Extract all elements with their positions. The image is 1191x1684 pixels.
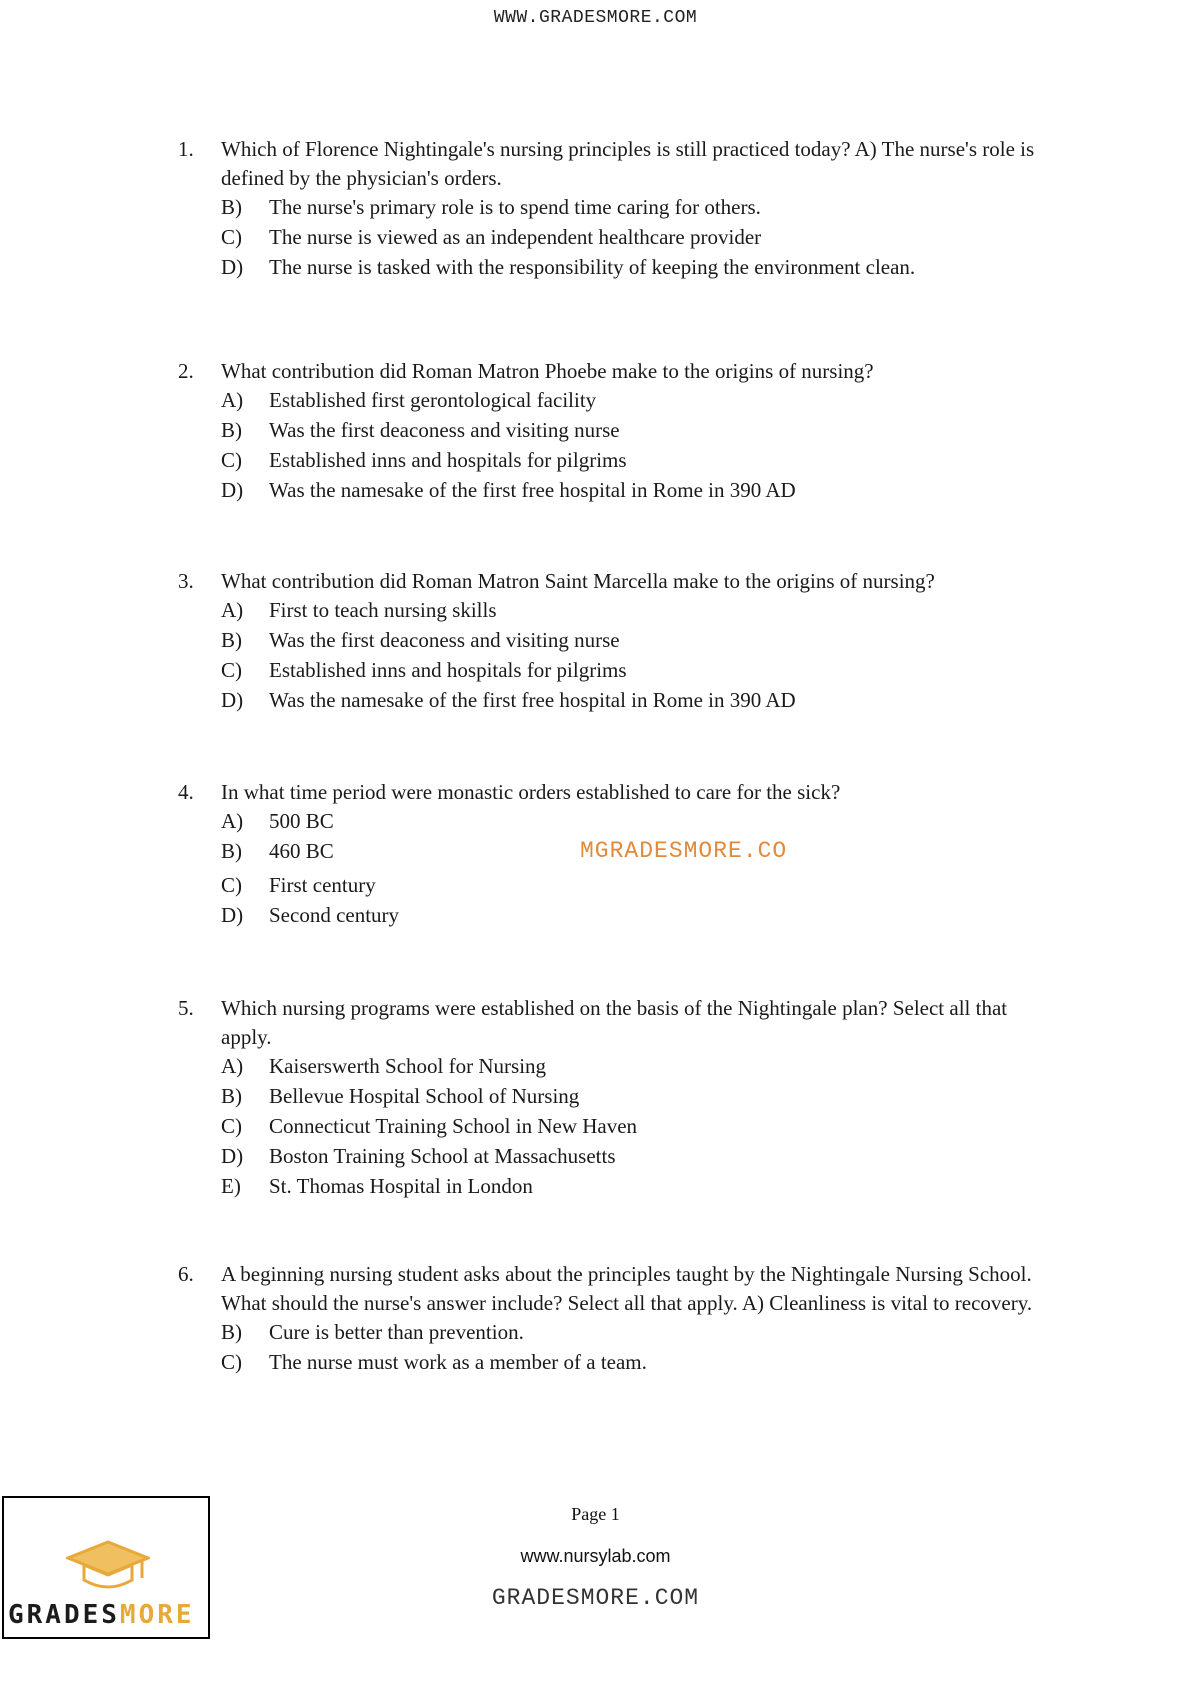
question-text: A beginning nursing student asks about the principles taught by the Nightingale Nursing School. What should the nurse's answer include? Select all that apply. A) Cleanliness is vital to recovery. bbox=[221, 1262, 1033, 1315]
logo-wordmark: GRADESMORE bbox=[8, 1600, 195, 1630]
option-a: A) Kaiserswerth School for Nursing bbox=[221, 1054, 547, 1078]
question-text: In what time period were monastic orders established to care for the sick? bbox=[221, 780, 841, 804]
question-number: 5. bbox=[178, 996, 194, 1020]
question-number: 3. bbox=[178, 569, 194, 593]
option-c: C) Established inns and hospitals for pilgrims bbox=[221, 658, 627, 682]
option-d: D) Was the namesake of the first free hospital in Rome in 390 AD bbox=[221, 688, 796, 712]
option-a: A) First to teach nursing skills bbox=[221, 598, 497, 622]
question-text: What contribution did Roman Matron Saint Marcella make to the origins of nursing? bbox=[221, 569, 935, 593]
question-text: Which nursing programs were established on the basis of the Nightingale plan? Select all that apply. bbox=[221, 996, 1008, 1049]
option-a: A) 500 BC bbox=[221, 809, 334, 833]
gradesmore-logo bbox=[2, 1496, 210, 1639]
question-text: What contribution did Roman Matron Phoebe make to the origins of nursing? bbox=[221, 359, 874, 383]
option-d: D) Was the namesake of the first free hospital in Rome in 390 AD bbox=[221, 478, 796, 502]
question-number: 4. bbox=[178, 780, 194, 804]
option-c: C) First century bbox=[221, 873, 376, 897]
option-c: C) The nurse is viewed as an independent healthcare provider bbox=[221, 225, 762, 249]
option-c: C) Connecticut Training School in New Haven bbox=[221, 1114, 638, 1138]
question-number: 6. bbox=[178, 1262, 194, 1286]
question-5 bbox=[0, 994, 1191, 1202]
option-e: E) St. Thomas Hospital in London bbox=[221, 1174, 533, 1198]
option-c: C) The nurse must work as a member of a team. bbox=[221, 1350, 647, 1374]
question-6 bbox=[0, 1260, 1191, 1378]
option-a: A) Established first gerontological facility bbox=[221, 388, 597, 412]
option-b: B) 460 BC bbox=[221, 839, 334, 863]
question-2 bbox=[0, 357, 1191, 506]
option-c: C) Established inns and hospitals for pilgrims bbox=[221, 448, 627, 472]
option-d: D) The nurse is tasked with the responsibility of keeping the environment clean. bbox=[221, 255, 916, 279]
option-b: B) Was the first deaconess and visiting nurse bbox=[221, 628, 620, 652]
question-text: Which of Florence Nightingale's nursing principles is still practiced today? A) The nurse's role is defined by the physician's orders. bbox=[221, 137, 1035, 190]
footer-url: www.nursylab.com bbox=[520, 1546, 671, 1566]
option-b: B) Bellevue Hospital School of Nursing bbox=[221, 1084, 580, 1108]
question-number: 2. bbox=[178, 359, 194, 383]
question-number: 1. bbox=[178, 137, 194, 161]
question-3 bbox=[0, 567, 1191, 716]
option-b: B) The nurse's primary role is to spend time caring for others. bbox=[221, 195, 761, 219]
option-b: B) Was the first deaconess and visiting nurse bbox=[221, 418, 620, 442]
header-watermark-url: WWW.GRADESMORE.COM bbox=[493, 8, 698, 28]
page-number: Page 1 bbox=[571, 1504, 620, 1524]
graduation-cap-icon bbox=[66, 1538, 150, 1598]
question-1 bbox=[0, 135, 1191, 283]
option-d: D) Boston Training School at Massachusetts bbox=[221, 1144, 616, 1168]
option-d: D) Second century bbox=[221, 903, 400, 927]
option-b: B) Cure is better than prevention. bbox=[221, 1320, 524, 1344]
footer-watermark: GRADESMORE.COM bbox=[491, 1585, 700, 1611]
watermark-text: MGRADESMORE.CO bbox=[580, 838, 788, 864]
